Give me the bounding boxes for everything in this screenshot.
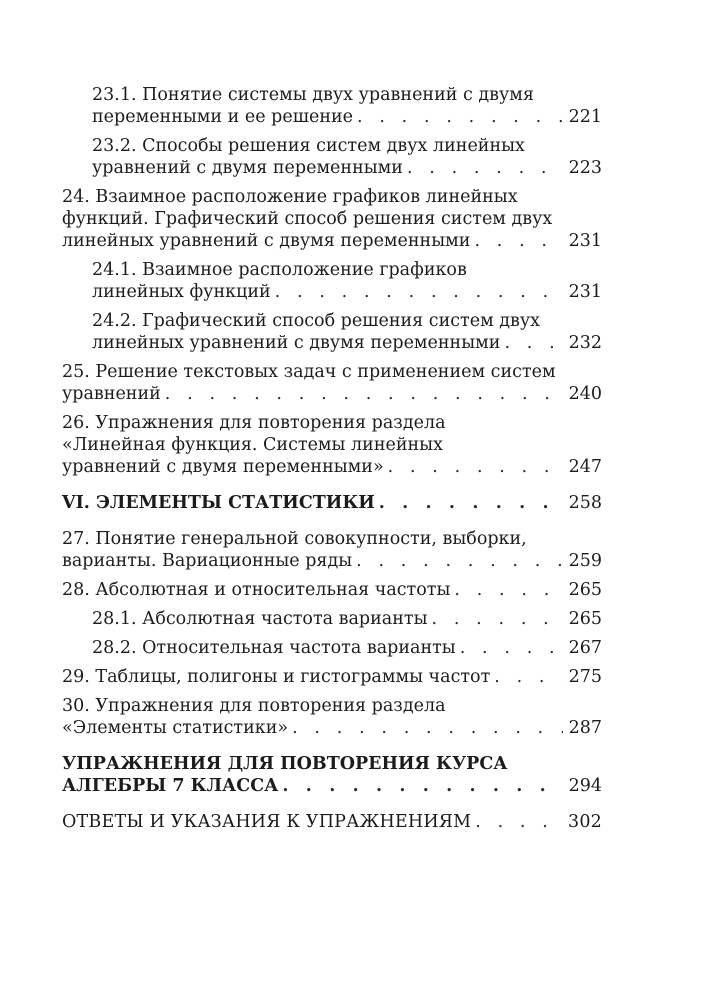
toc-entry-title: 24.2. Графический способ решения систем двух — [92, 311, 541, 331]
toc-entry-line — [62, 637, 602, 659]
toc-page-number: 287 — [568, 718, 602, 738]
toc-page-number: 223 — [568, 158, 602, 178]
toc-entry-line — [62, 456, 602, 478]
table-of-contents — [62, 84, 602, 847]
toc-entry-line — [62, 695, 602, 717]
dot-leader — [275, 281, 563, 303]
toc-section-heading[interactable] — [62, 492, 602, 514]
toc-entry-title: АЛГЕБРЫ 7 КЛАССА — [62, 776, 279, 796]
dot-leader — [504, 332, 562, 354]
dot-leader — [475, 811, 562, 833]
toc-page-number: 221 — [568, 107, 602, 127]
dot-leader — [407, 157, 563, 179]
dot-leader — [282, 775, 562, 797]
toc-entry-line — [62, 528, 602, 550]
toc-entry-line — [62, 666, 602, 688]
toc-entry-line — [62, 434, 602, 456]
dot-leader — [454, 579, 562, 601]
toc-entry-title: 28.2. Относительная частота варианты — [92, 638, 456, 658]
toc-entry-title: ОТВЕТЫ И УКАЗАНИЯ К УПРАЖНЕНИЯМ — [62, 812, 472, 832]
toc-entry-title: 23.2. Способы решения систем двух линейных — [92, 136, 525, 156]
toc-entry-title: 28. Абсолютная и относительная частоты — [62, 580, 451, 600]
toc-entry-title: варианты. Вариационные ряды — [62, 551, 353, 571]
toc-entry-title: УПРАЖНЕНИЯ ДЛЯ ПОВТОРЕНИЯ КУРСА — [62, 754, 508, 774]
toc-entry-line — [62, 230, 602, 252]
toc-entry[interactable] — [62, 666, 602, 688]
dot-leader — [292, 717, 563, 739]
dot-leader — [379, 492, 563, 514]
toc-entry-title: функций. Графический способ решения систем двух — [62, 209, 553, 229]
toc-section-heading[interactable] — [62, 753, 602, 797]
dot-leader — [460, 637, 563, 659]
toc-entry-title: 23.1. Понятие системы двух уравнений с двумя — [92, 85, 534, 105]
dot-leader — [357, 106, 563, 128]
toc-entry-line — [62, 550, 602, 572]
toc-entry-title: переменными и ее решение — [92, 107, 354, 127]
toc-entry-line — [62, 259, 602, 281]
toc-entry-line — [62, 753, 602, 775]
toc-entry-line — [62, 84, 602, 106]
dot-leader — [165, 383, 563, 405]
toc-entry-title: 29. Таблицы, полигоны и гистограммы частот — [62, 667, 491, 687]
toc-page-number: 294 — [568, 776, 602, 796]
toc-entry-title: 27. Понятие генеральной совокупности, выборки, — [62, 529, 527, 549]
toc-entry[interactable] — [62, 361, 602, 405]
toc-entry[interactable] — [62, 579, 602, 601]
toc-page-number: 232 — [568, 333, 602, 353]
dot-leader — [356, 550, 562, 572]
toc-entry-title: уравнений с двумя переменными» — [62, 457, 384, 477]
toc-entry[interactable] — [62, 412, 602, 478]
toc-entry[interactable] — [62, 135, 602, 179]
toc-page-number: 265 — [568, 580, 602, 600]
dot-leader — [474, 230, 562, 252]
toc-entry-title: 28.1. Абсолютная частота варианты — [92, 609, 428, 629]
toc-entry-title: 24.1. Взаимное расположение графиков — [92, 260, 467, 280]
toc-entry-line — [62, 186, 602, 208]
toc-entry[interactable] — [62, 259, 602, 303]
toc-entry-title: 25. Решение текстовых задач с применением систем — [62, 362, 556, 382]
toc-page-number: 302 — [567, 812, 602, 832]
toc-page-number: 247 — [568, 457, 602, 477]
toc-entry-line — [62, 717, 602, 739]
toc-entry-title: линейных функций — [92, 282, 271, 302]
toc-entry-line — [62, 281, 602, 303]
toc-entry-line — [62, 135, 602, 157]
toc-entry[interactable] — [62, 310, 602, 354]
toc-page-number: 275 — [568, 667, 602, 687]
toc-section-heading[interactable] — [62, 811, 602, 833]
dot-leader — [388, 456, 563, 478]
toc-entry[interactable] — [62, 695, 602, 739]
toc-entry-line — [62, 383, 602, 405]
toc-entry-title: уравнений с двумя переменными — [92, 158, 403, 178]
toc-entry-line — [62, 157, 602, 179]
toc-entry-title: линейных уравнений с двумя переменными — [92, 333, 501, 353]
toc-page-number: 259 — [568, 551, 602, 571]
toc-entry[interactable] — [62, 528, 602, 572]
toc-page-number: 265 — [568, 609, 602, 629]
toc-entry[interactable] — [62, 637, 602, 659]
toc-page-number: 231 — [568, 282, 602, 302]
toc-entry[interactable] — [62, 84, 602, 128]
toc-entry-line — [62, 492, 602, 514]
toc-page-number: 258 — [568, 493, 602, 513]
toc-entry-line — [62, 579, 602, 601]
toc-page-number: 240 — [568, 384, 602, 404]
dot-leader — [494, 666, 562, 688]
dot-leader — [432, 608, 563, 630]
toc-entry-title: 24. Взаимное расположение графиков линейных — [62, 187, 518, 207]
toc-entry-title: уравнений — [62, 384, 161, 404]
toc-entry-line — [62, 332, 602, 354]
toc-entry[interactable] — [62, 608, 602, 630]
toc-entry-line — [62, 208, 602, 230]
toc-entry-title: линейных уравнений с двумя переменными — [62, 231, 471, 251]
toc-page-number: 231 — [568, 231, 602, 251]
toc-entry-line — [62, 775, 602, 797]
toc-entry-line — [62, 106, 602, 128]
toc-entry-line — [62, 412, 602, 434]
toc-entry-title: «Элементы статистики» — [62, 718, 289, 738]
toc-entry-line — [62, 361, 602, 383]
toc-entry-title: «Линейная функция. Системы линейных — [62, 435, 443, 455]
toc-entry-title: 30. Упражнения для повторения раздела — [62, 696, 446, 716]
toc-page-number: 267 — [568, 638, 602, 658]
toc-entry-title: 26. Упражнения для повторения раздела — [62, 413, 446, 433]
toc-entry-line — [62, 608, 602, 630]
toc-entry-line — [62, 811, 602, 833]
toc-entry-line — [62, 310, 602, 332]
toc-entry[interactable] — [62, 186, 602, 252]
toc-entry-title: VI. ЭЛЕМЕНТЫ СТАТИСТИКИ — [62, 493, 375, 513]
